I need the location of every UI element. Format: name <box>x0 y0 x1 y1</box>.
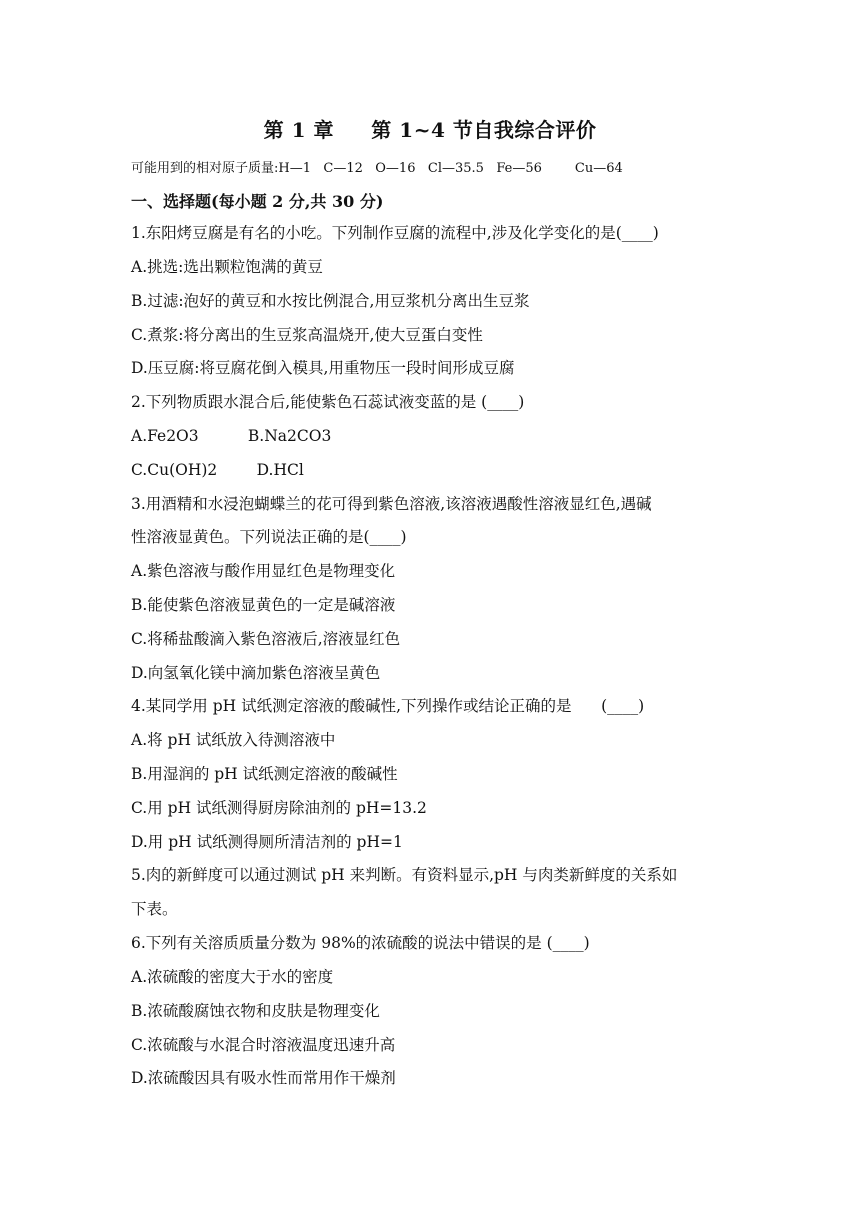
question-4-option-a: A.将 pH 试纸放入待测溶液中 <box>131 731 336 749</box>
question-3-stem-line-2: 性溶液显黄色。下列说法正确的是(____) <box>131 528 407 546</box>
question-3-option-c: C.将稀盐酸滴入紫色溶液后,溶液显红色 <box>131 630 401 648</box>
question-2-options-ab: A.Fe2O3 B.Na2CO3 <box>131 427 332 445</box>
section-heading-choice: 一、选择题(每小题 2 分,共 30 分) <box>131 192 384 211</box>
question-4-option-c: C.用 pH 试纸测得厨房除油剂的 pH=13.2 <box>131 799 427 817</box>
question-5-stem-line-2: 下表。 <box>131 900 178 918</box>
question-1-option-b: B.过滤:泡好的黄豆和水按比例混合,用豆浆机分离出生豆浆 <box>131 292 530 310</box>
question-5-stem-line-1: 5.肉的新鲜度可以通过测试 pH 来判断。有资料显示,pH 与肉类新鲜度的关系如 <box>131 866 678 884</box>
question-1-option-a: A.挑选:选出颗粒饱满的黄豆 <box>131 258 323 276</box>
question-6-option-c: C.浓硫酸与水混合时溶液温度迅速升高 <box>131 1036 396 1054</box>
question-3-option-b: B.能使紫色溶液显黄色的一定是碱溶液 <box>131 596 396 614</box>
question-4-option-d: D.用 pH 试纸测得厕所清洁剂的 pH=1 <box>131 833 403 851</box>
question-4-option-b: B.用湿润的 pH 试纸测定溶液的酸碱性 <box>131 765 398 783</box>
question-3-option-a: A.紫色溶液与酸作用显红色是物理变化 <box>131 562 396 580</box>
question-6-option-a: A.浓硫酸的密度大于水的密度 <box>131 968 334 986</box>
question-1-stem: 1.东阳烤豆腐是有名的小吃。下列制作豆腐的流程中,涉及化学变化的是(____) <box>131 224 659 242</box>
relative-atomic-masses: 可能用到的相对原子质量:H—1 C—12 O—16 Cl—35.5 Fe—56 Cu—64 <box>131 161 623 176</box>
question-2-stem: 2.下列物质跟水混合后,能使紫色石蕊试液变蓝的是 (____) <box>131 393 525 411</box>
question-1-option-d: D.压豆腐:将豆腐花倒入模具,用重物压一段时间形成豆腐 <box>131 359 515 377</box>
question-2-options-cd: C.Cu(OH)2 D.HCl <box>131 461 304 479</box>
question-4-stem: 4.某同学用 pH 试纸测定溶液的酸碱性,下列操作或结论正确的是 (____) <box>131 697 645 715</box>
question-6-option-b: B.浓硫酸腐蚀衣物和皮肤是物理变化 <box>131 1002 380 1020</box>
question-6-option-d: D.浓硫酸因具有吸水性而常用作干燥剂 <box>131 1069 396 1087</box>
question-3-stem-line-1: 3.用酒精和水浸泡蝴蝶兰的花可得到紫色溶液,该溶液遇酸性溶液显红色,遇碱 <box>131 495 652 513</box>
question-3-option-d: D.向氢氧化镁中滴加紫色溶液呈黄色 <box>131 664 381 682</box>
question-6-stem: 6.下列有关溶质质量分数为 98%的浓硫酸的说法中错误的是 (____) <box>131 934 590 952</box>
question-1-option-c: C.煮浆:将分离出的生豆浆高温烧开,使大豆蛋白变性 <box>131 326 483 344</box>
page-title: 第 1 章 第 1~4 节自我综合评价 <box>263 118 597 142</box>
